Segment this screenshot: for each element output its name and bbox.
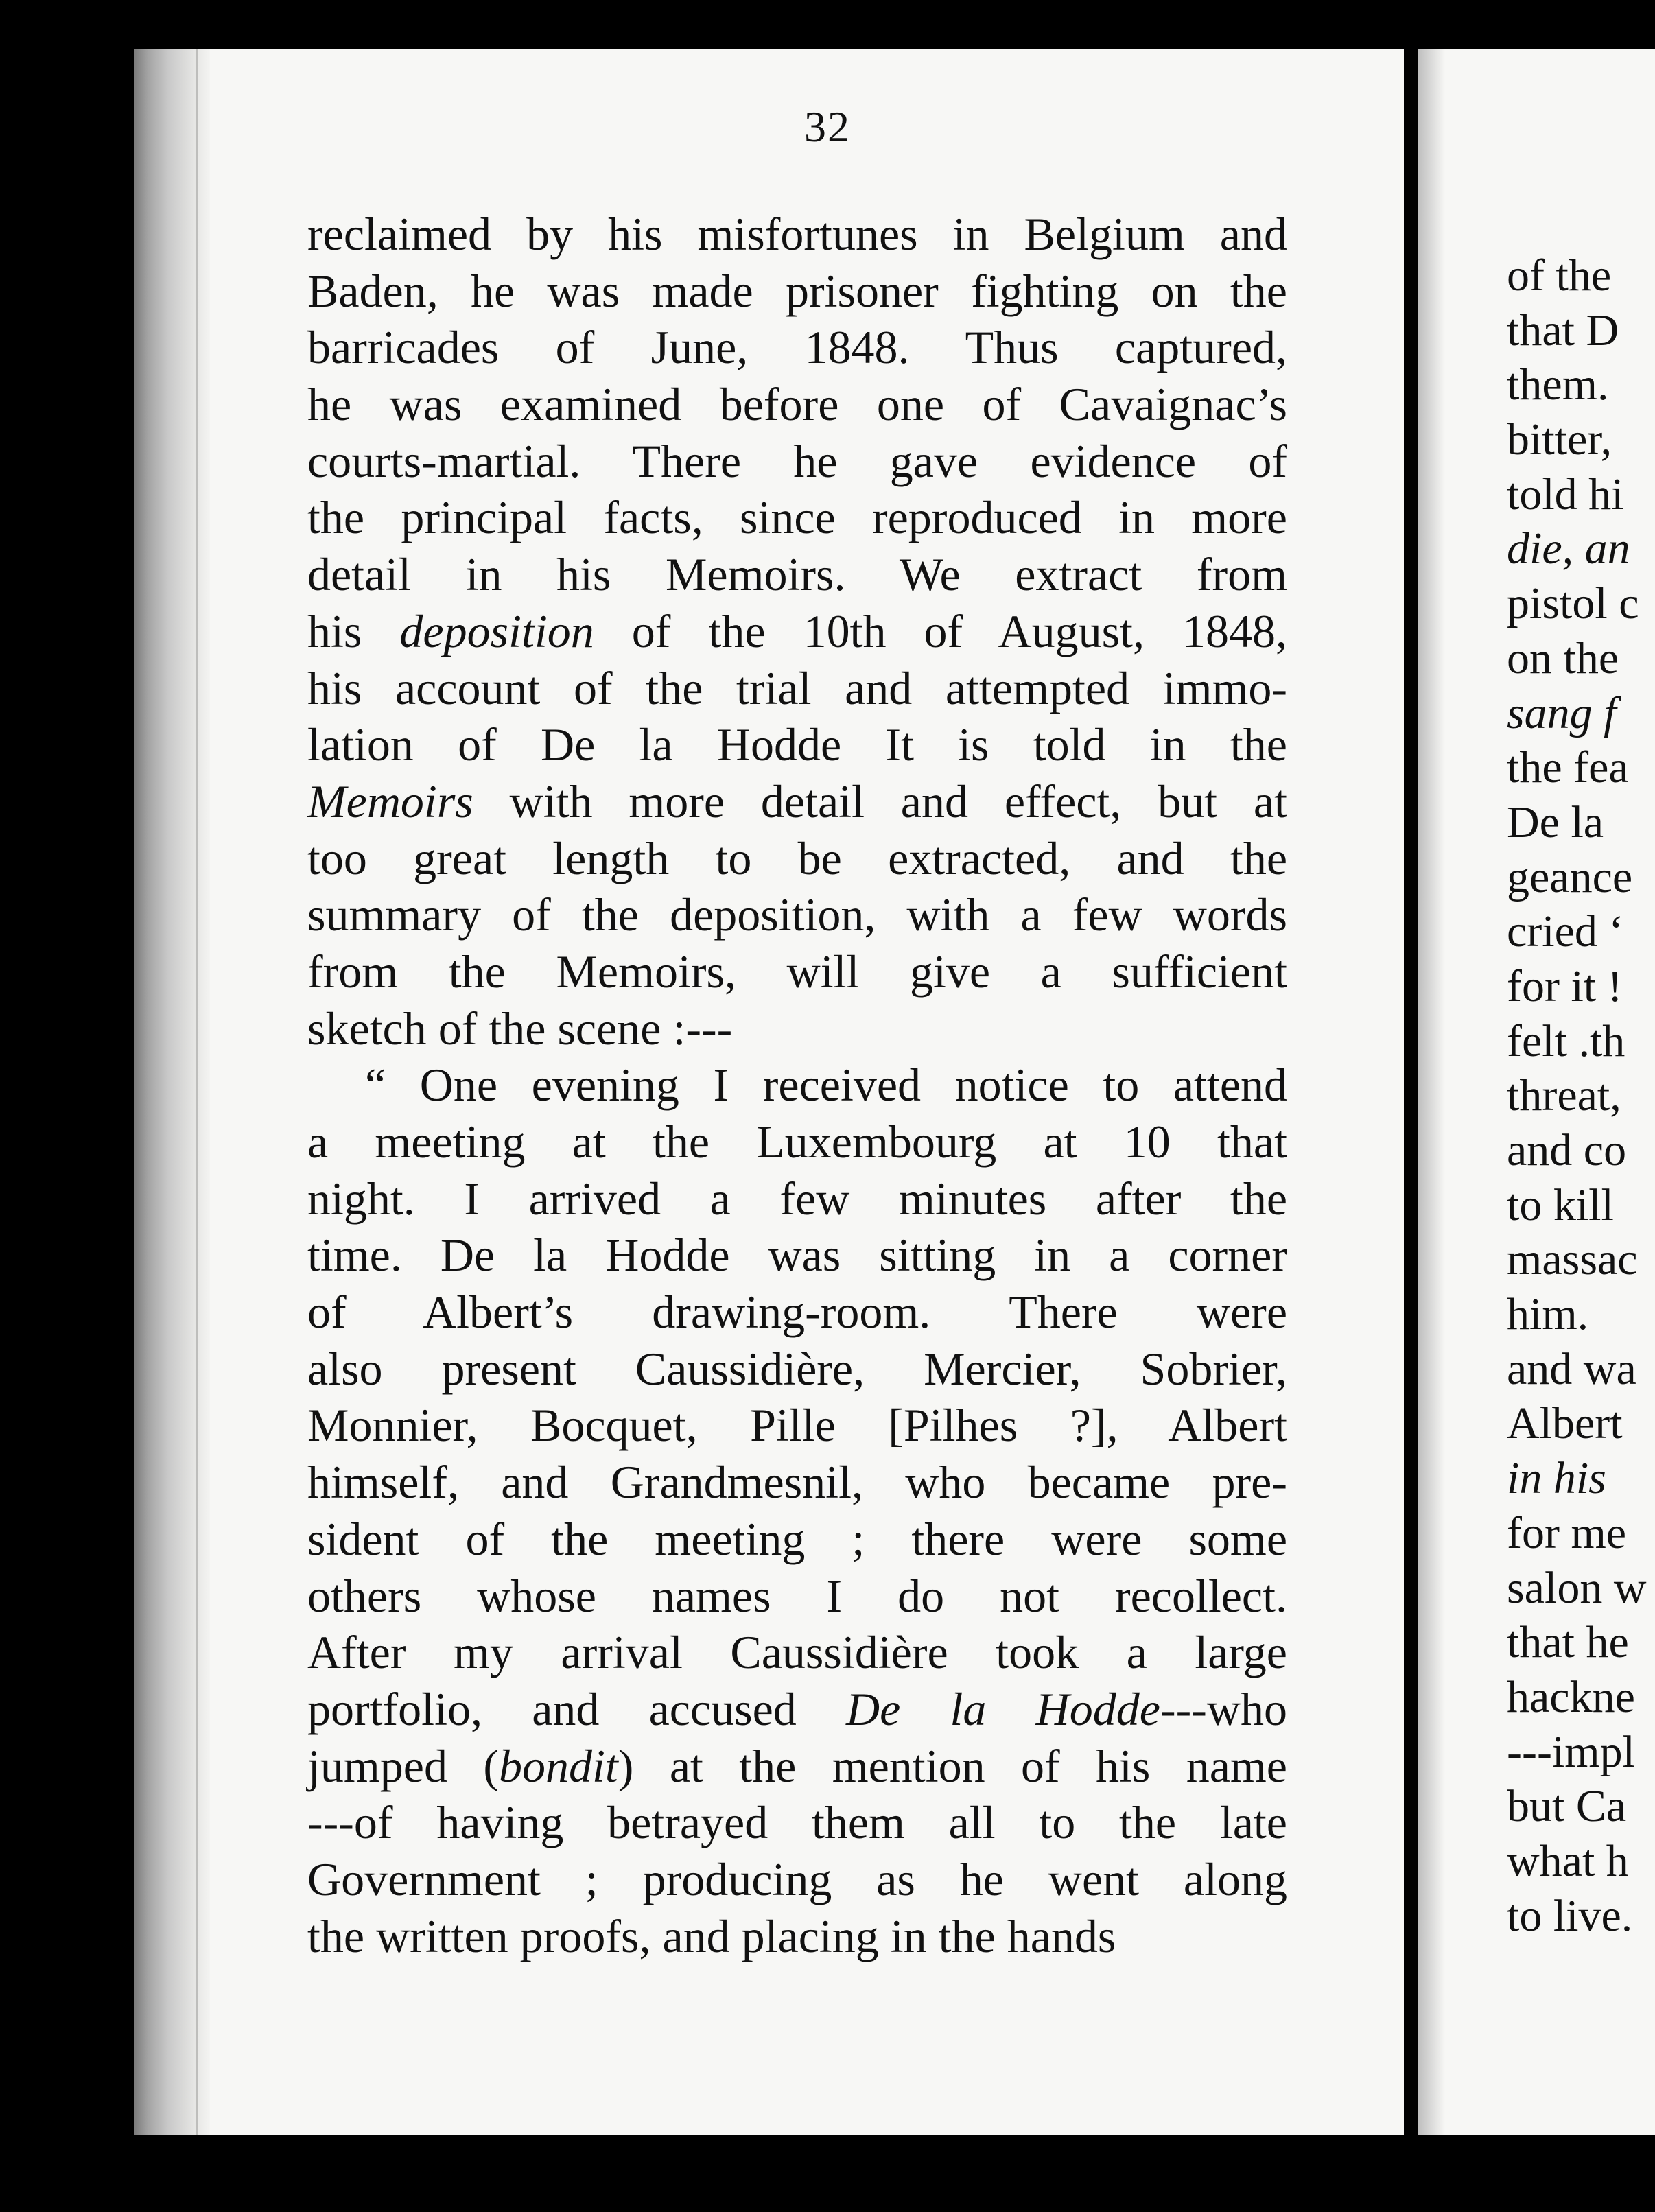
text-line: [307, 1908, 1287, 1965]
adjacent-text-line: but Ca: [1507, 1781, 1627, 1832]
text-run: his: [307, 604, 400, 657]
text-run: the written proofs, and placing in the hands: [307, 1909, 1116, 1962]
adjacent-text-line: and co: [1507, 1125, 1627, 1175]
adjacent-text-line: die, an: [1507, 523, 1630, 574]
text-line: [307, 1397, 1287, 1454]
text-run: of the 10th of August, 1848,: [594, 604, 1287, 657]
text-line: [307, 1284, 1287, 1341]
text-run: sident of the meeting ; there were some: [307, 1512, 1287, 1565]
adjacent-text-line: for it !: [1507, 961, 1623, 1011]
text-run: the principal facts, since reproduced in more: [307, 491, 1287, 544]
text-run: sketch of the scene :---: [307, 1002, 733, 1055]
adjacent-text-line: to live.: [1507, 1890, 1633, 1941]
italic-text-run: Memoirs: [307, 775, 473, 827]
text-run: portfolio, and accused: [307, 1682, 847, 1735]
adjacent-text-line: to kill: [1507, 1179, 1614, 1230]
adjacent-text-line: felt .th: [1507, 1015, 1625, 1066]
text-line: [307, 1000, 1287, 1057]
text-line: [307, 943, 1287, 1000]
text-line: [307, 1738, 1287, 1795]
adjacent-text-line: the fea: [1507, 742, 1629, 793]
text-run: Monnier, Bocquet, Pille [Pilhes ?], Albert: [307, 1399, 1287, 1452]
text-line: [307, 886, 1287, 943]
text-run: also present Caussidière, Mercier, Sobrier,: [307, 1342, 1287, 1395]
text-line: [307, 1568, 1287, 1625]
text-line: [307, 319, 1287, 376]
adjacent-text-line: cried ‘: [1507, 906, 1624, 957]
page-number: 32: [804, 102, 851, 151]
text-line: [307, 1227, 1287, 1284]
text-line: [307, 1341, 1287, 1398]
text-run: reclaimed by his misfortunes in Belgium and: [307, 208, 1287, 260]
adjacent-text-line: ---impl: [1507, 1726, 1635, 1777]
adjacent-text-line: pistol c: [1507, 578, 1639, 629]
text-run: summary of the deposition, with a few words: [307, 889, 1287, 941]
text-run: night. I arrived a few minutes after the: [307, 1172, 1287, 1225]
adjacent-text-line: told hi: [1507, 469, 1624, 519]
adjacent-text-line: that D: [1507, 305, 1619, 355]
text-run: jumped (: [307, 1739, 499, 1792]
text-line: [307, 716, 1287, 773]
text-run: of Albert’s drawing-room. There were: [307, 1286, 1287, 1339]
adjacent-text-line: of the: [1507, 250, 1612, 301]
text-run: too great length to be extracted, and the: [307, 832, 1287, 884]
text-line: [307, 1851, 1287, 1908]
adjacent-text-line: De la: [1507, 797, 1604, 847]
adjacent-text-line: that he: [1507, 1617, 1629, 1668]
main-text-block: [307, 206, 1287, 1964]
adjacent-text-line: in his: [1507, 1453, 1606, 1504]
adjacent-text-line: salon w: [1507, 1562, 1647, 1613]
adjacent-text-line: them.: [1507, 360, 1609, 410]
text-run: courts-martial. There he gave evidence of: [307, 434, 1287, 487]
text-line: [307, 546, 1287, 603]
text-run: from the Memoirs, will give a sufficient: [307, 945, 1287, 998]
text-run: his account of the trial and attempted immo-: [307, 661, 1287, 714]
adjacent-text-line: bitter,: [1507, 414, 1612, 465]
text-line: [307, 1454, 1287, 1511]
text-line: [307, 206, 1287, 263]
adjacent-text-line: and wa: [1507, 1343, 1636, 1394]
adjacent-text-line: on the: [1507, 633, 1619, 683]
italic-text-run: bondit: [499, 1739, 618, 1792]
text-line: [307, 603, 1287, 660]
adjacent-text-line: hackne: [1507, 1671, 1635, 1722]
text-line: [307, 1057, 1287, 1114]
text-line: [307, 263, 1287, 320]
text-run: lation of De la Hodde It is told in the: [307, 718, 1287, 771]
text-run: himself, and Grandmesnil, who became pre-: [307, 1456, 1287, 1509]
text-line: [307, 489, 1287, 546]
italic-text-run: deposition: [399, 604, 594, 657]
adjacent-text-line: sang f: [1507, 687, 1617, 738]
text-run: detail in his Memoirs. We extract from: [307, 548, 1287, 601]
text-line: [307, 1624, 1287, 1681]
adjacent-text-line: geance: [1507, 851, 1633, 902]
adjacent-page-text-block: [1507, 248, 1655, 1943]
italic-text-run: De la Hodde: [846, 1682, 1160, 1735]
left-page-gutter-edge: [134, 49, 210, 2135]
text-line: [307, 1511, 1287, 1568]
text-run: he was examined before one of Cavaignac’s: [307, 378, 1287, 431]
text-line: [307, 1681, 1287, 1738]
text-run: ---of having betrayed them all to the late: [307, 1796, 1287, 1849]
text-line: [307, 830, 1287, 887]
text-run: “ One evening I received notice to attend: [365, 1059, 1287, 1111]
text-line: [307, 376, 1287, 433]
text-line: [307, 1114, 1287, 1170]
text-run: with more detail and effect, but at: [473, 775, 1287, 827]
text-run: ---who: [1160, 1682, 1287, 1735]
adjacent-text-line: what h: [1507, 1835, 1629, 1886]
adjacent-text-line: for me: [1507, 1507, 1627, 1558]
text-run: After my arrival Caussidière took a large: [307, 1626, 1287, 1679]
text-line: [307, 433, 1287, 490]
text-run: time. De la Hodde was sitting in a corner: [307, 1229, 1287, 1282]
text-run: Baden, he was made prisoner fighting on the: [307, 264, 1287, 317]
text-run: ) at the mention of his name: [618, 1739, 1287, 1792]
adjacent-text-line: him.: [1507, 1289, 1589, 1340]
text-line: [307, 773, 1287, 830]
adjacent-text-line: threat,: [1507, 1070, 1621, 1121]
text-line: [307, 1794, 1287, 1851]
text-line: [307, 1170, 1287, 1227]
text-line: [307, 660, 1287, 717]
text-run: a meeting at the Luxembourg at 10 that: [307, 1116, 1287, 1168]
text-run: Government ; producing as he went along: [307, 1852, 1287, 1905]
text-run: others whose names I do not recollect.: [307, 1569, 1287, 1622]
adjacent-text-line: massac: [1507, 1234, 1638, 1285]
text-run: barricades of June, 1848. Thus captured,: [307, 321, 1287, 374]
adjacent-text-line: Albert: [1507, 1398, 1623, 1449]
